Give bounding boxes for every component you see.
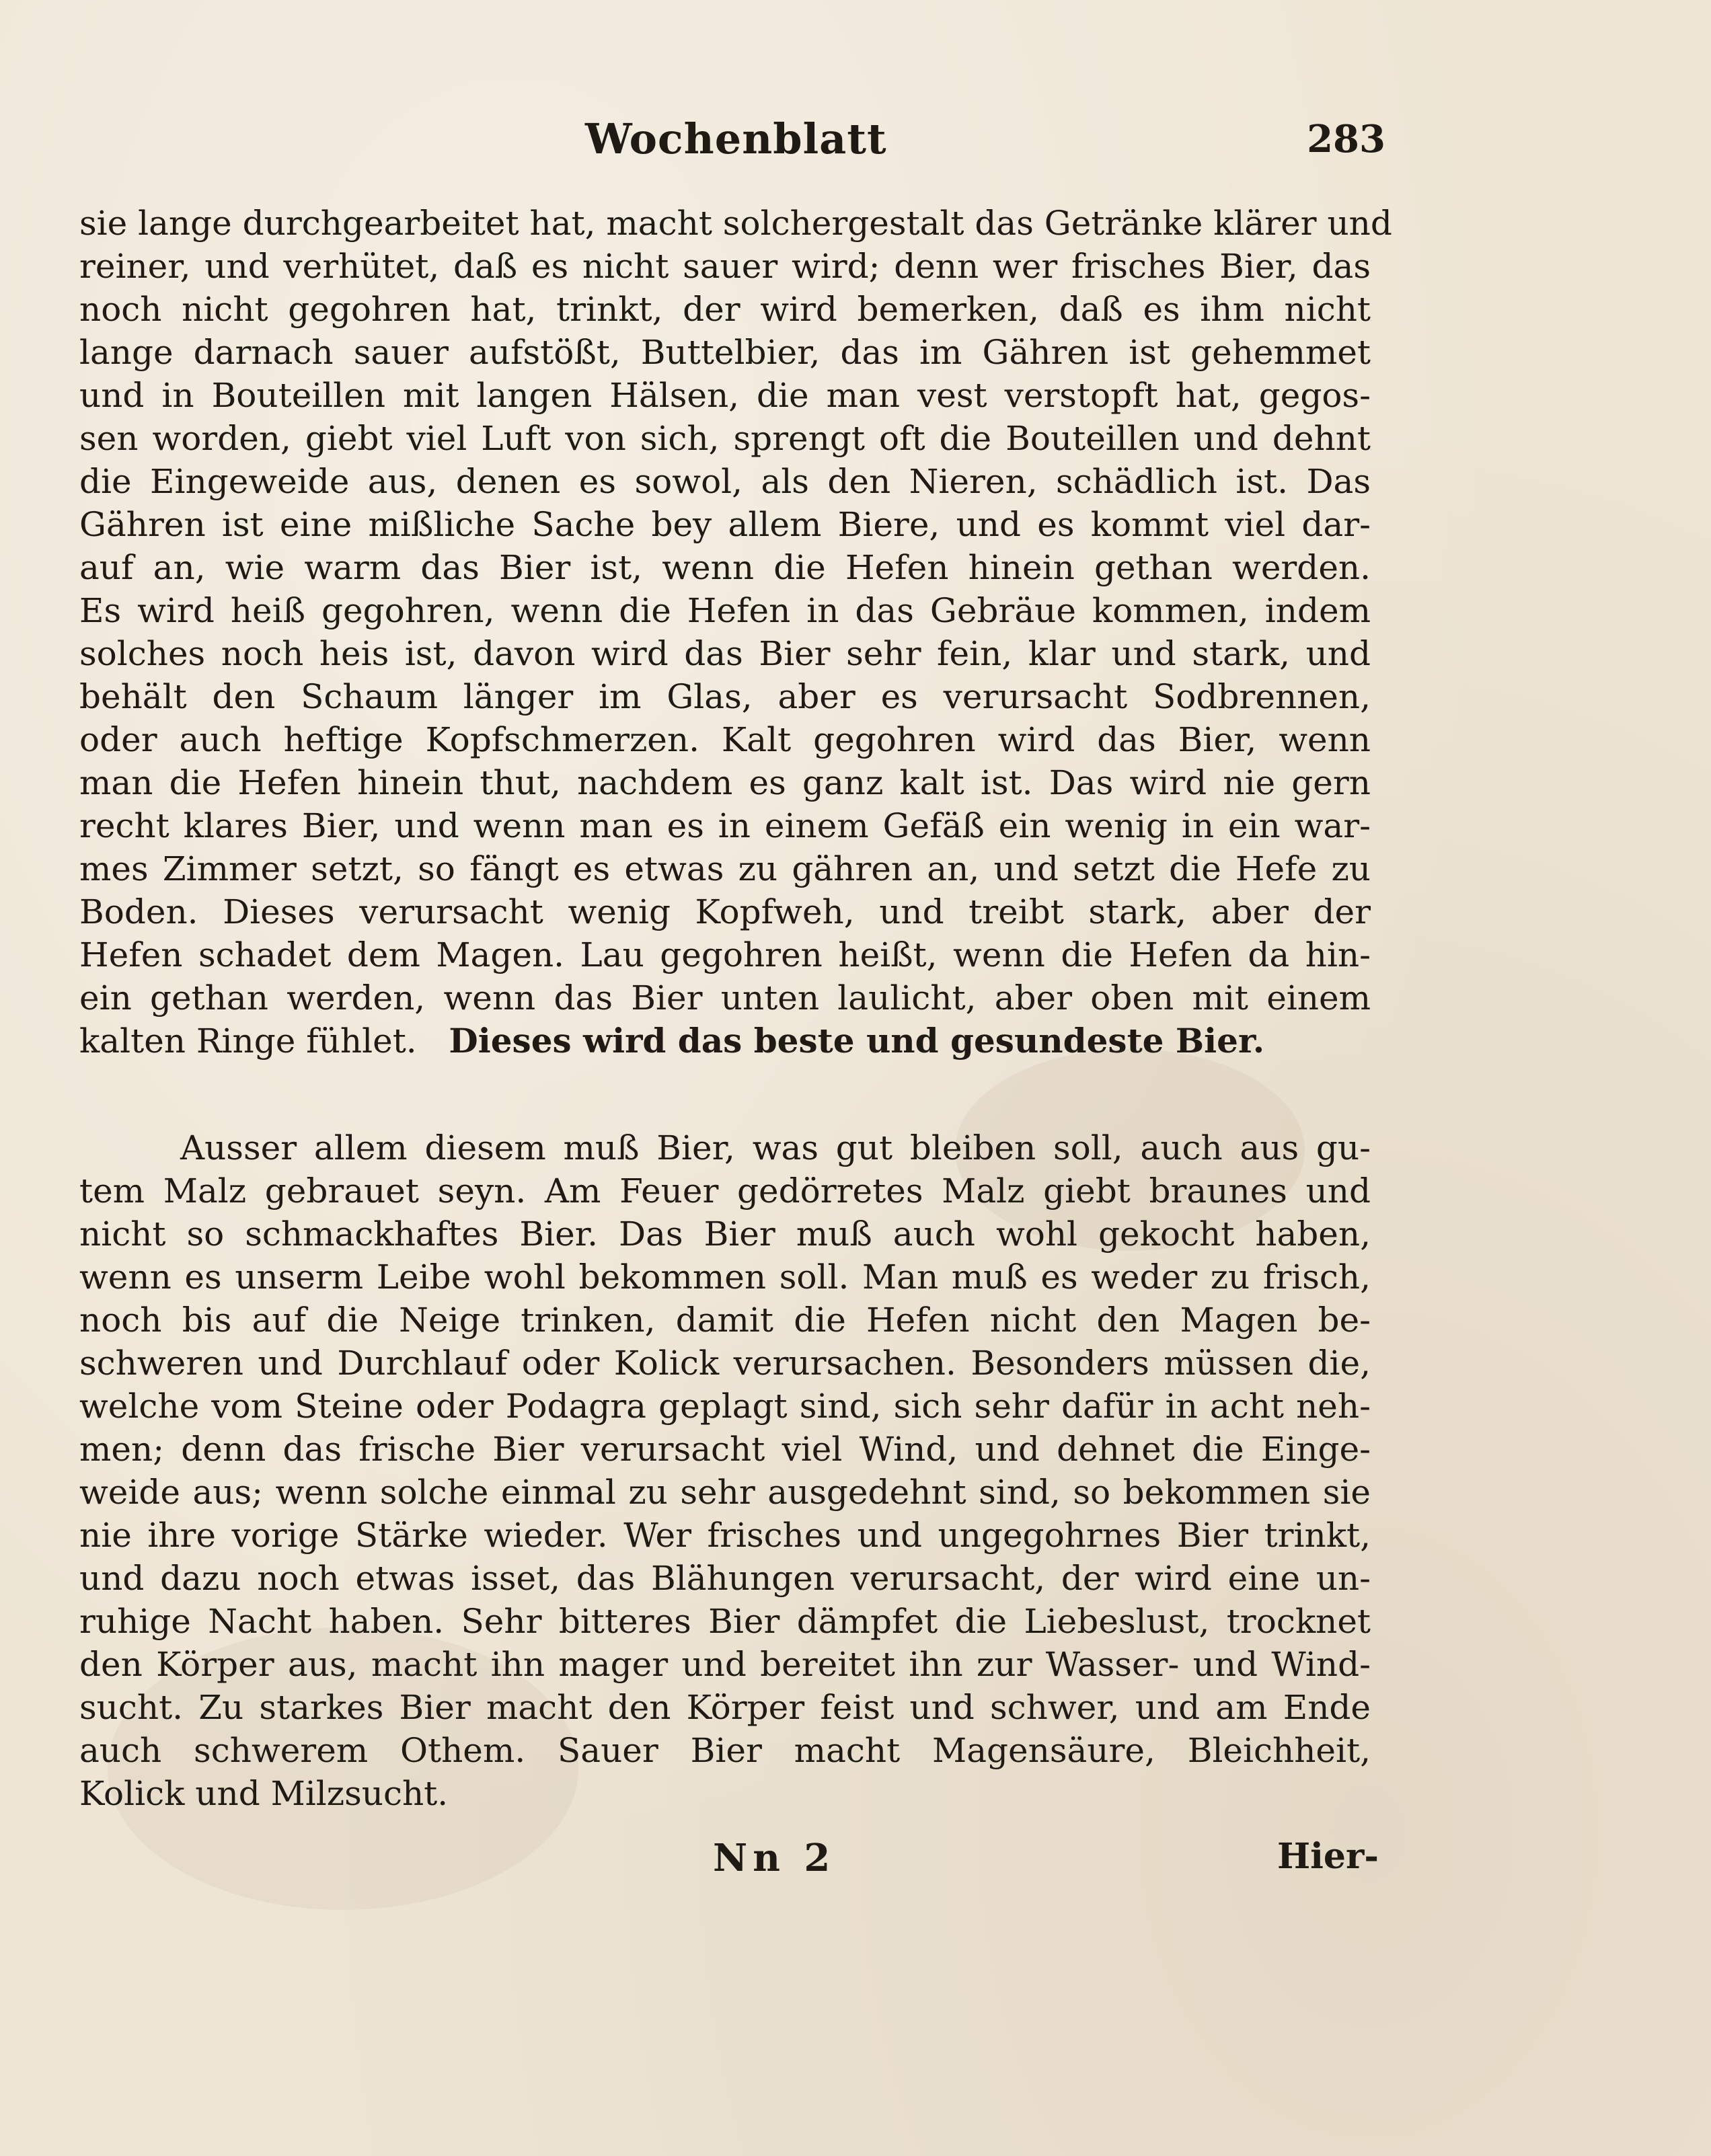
text-line: sen worden, giebt viel Luft von sich, sprengt oft die Bouteillen und dehnt xyxy=(79,419,1371,458)
text-line: ruhige Nacht haben. Sehr bitteres Bier dämpfet die Liebeslust, trocknet xyxy=(79,1602,1371,1641)
text-line: den Körper aus, macht ihn mager und bereitet ihn zur Wasser- und Wind- xyxy=(79,1645,1371,1684)
text-line: oder auch heftige Kopfschmerzen. Kalt gegohren wird das Bier, wenn xyxy=(79,720,1371,759)
paragraph-1 xyxy=(79,202,1392,1063)
text-line-first: Ausser allem diesem muß Bier, was gut bleiben soll, auch aus gu- xyxy=(180,1128,1371,1167)
text-line: man die Hefen hinein thut, nachdem es ganz kalt ist. Das wird nie gern xyxy=(79,763,1371,802)
last-line-text: kalten Ringe fühlet. xyxy=(79,1022,417,1061)
paragraph-2 xyxy=(79,1126,1371,1815)
text-line: behält den Schaum länger im Glas, aber es verursacht Sodbrennen, xyxy=(79,677,1371,716)
text-line: wenn es unserm Leibe wohl bekommen soll. Man muß es weder zu frisch, xyxy=(79,1258,1371,1297)
text-line: die Eingeweide aus, denen es sowol, als den Nieren, schädlich ist. Das xyxy=(79,462,1371,501)
text-line: lange darnach sauer aufstößt, Buttelbier, das im Gähren ist gehemmet xyxy=(79,333,1371,372)
text-line: sie lange durchgearbeitet hat, macht solchergestalt das Getränke klärer und xyxy=(79,204,1392,243)
text-line: auch schwerem Othem. Sauer Bier macht Magensäure, Bleichheit, xyxy=(79,1731,1371,1770)
text-line: noch bis auf die Neige trinken, damit die Hefen nicht den Magen be- xyxy=(79,1301,1371,1340)
text-line: reiner, und verhütet, daß es nicht sauer wird; denn wer frisches Bier, das xyxy=(79,247,1371,286)
text-line: Hefen schadet dem Magen. Lau gegohren heißt, wenn die Hefen da hin- xyxy=(79,935,1371,974)
text-line: weide aus; wenn solche einmal zu sehr ausgedehnt sind, so bekommen sie xyxy=(79,1473,1371,1512)
text-line: tem Malz gebrauet seyn. Am Feuer gedörretes Malz giebt braunes und xyxy=(79,1171,1371,1210)
text-line: mes Zimmer setzt, so fängt es etwas zu gähren an, und setzt die Hefe zu xyxy=(79,849,1371,888)
text-line: und in Bouteillen mit langen Hälsen, die man vest verstopft hat, gegos- xyxy=(79,376,1371,415)
text-line: men; denn das frische Bier verursacht viel Wind, und dehnet die Einge- xyxy=(79,1430,1371,1469)
text-line: sucht. Zu starkes Bier macht den Körper feist und schwer, und am Ende xyxy=(79,1688,1371,1727)
catchword: Hier- xyxy=(1277,1836,1379,1877)
text-line: solches noch heis ist, davon wird das Bier sehr fein, klar und stark, und xyxy=(79,634,1371,673)
text-line: noch nicht gegohren hat, trinkt, der wird bemerken, daß es ihm nicht xyxy=(79,290,1371,329)
running-title: Wochenblatt xyxy=(585,114,887,163)
text-line: Boden. Dieses verursacht wenig Kopfweh, und treibt stark, aber der xyxy=(79,892,1371,931)
text-line: auf an, wie warm das Bier ist, wenn die Hefen hinein gethan werden. xyxy=(79,548,1371,587)
text-line: ein gethan werden, wenn das Bier unten laulicht, aber oben mit einem xyxy=(79,978,1371,1017)
page-footer xyxy=(713,1836,1379,1883)
page-header xyxy=(585,114,1385,168)
signature-mark: Nn 2 xyxy=(713,1836,836,1880)
emphasized-sentence: Dieses wird das beste und gesundeste Bier. xyxy=(449,1021,1265,1061)
text-line: Gähren ist eine mißliche Sache bey allem Biere, und es kommt viel dar- xyxy=(79,505,1371,544)
text-line-last xyxy=(79,1019,1371,1063)
text-line: Es wird heiß gegohren, wenn die Hefen in das Gebräue kommen, indem xyxy=(79,591,1371,630)
text-line-last: Kolick und Milzsucht. xyxy=(79,1774,449,1813)
text-line: nicht so schmackhaftes Bier. Das Bier muß auch wohl gekocht haben, xyxy=(79,1215,1371,1254)
text-line: schweren und Durchlauf oder Kolick verursachen. Besonders müssen die, xyxy=(79,1344,1371,1383)
text-line: nie ihre vorige Stärke wieder. Wer frisches und ungegohrnes Bier trinkt, xyxy=(79,1516,1371,1555)
text-line: recht klares Bier, und wenn man es in einem Gefäß ein wenig in ein war- xyxy=(79,806,1371,845)
text-line: welche vom Steine oder Podagra geplagt sind, sich sehr dafür in acht neh- xyxy=(79,1387,1371,1426)
text-line: und dazu noch etwas isset, das Blähungen verursacht, der wird eine un- xyxy=(79,1559,1371,1598)
page-number: 283 xyxy=(1307,117,1385,161)
